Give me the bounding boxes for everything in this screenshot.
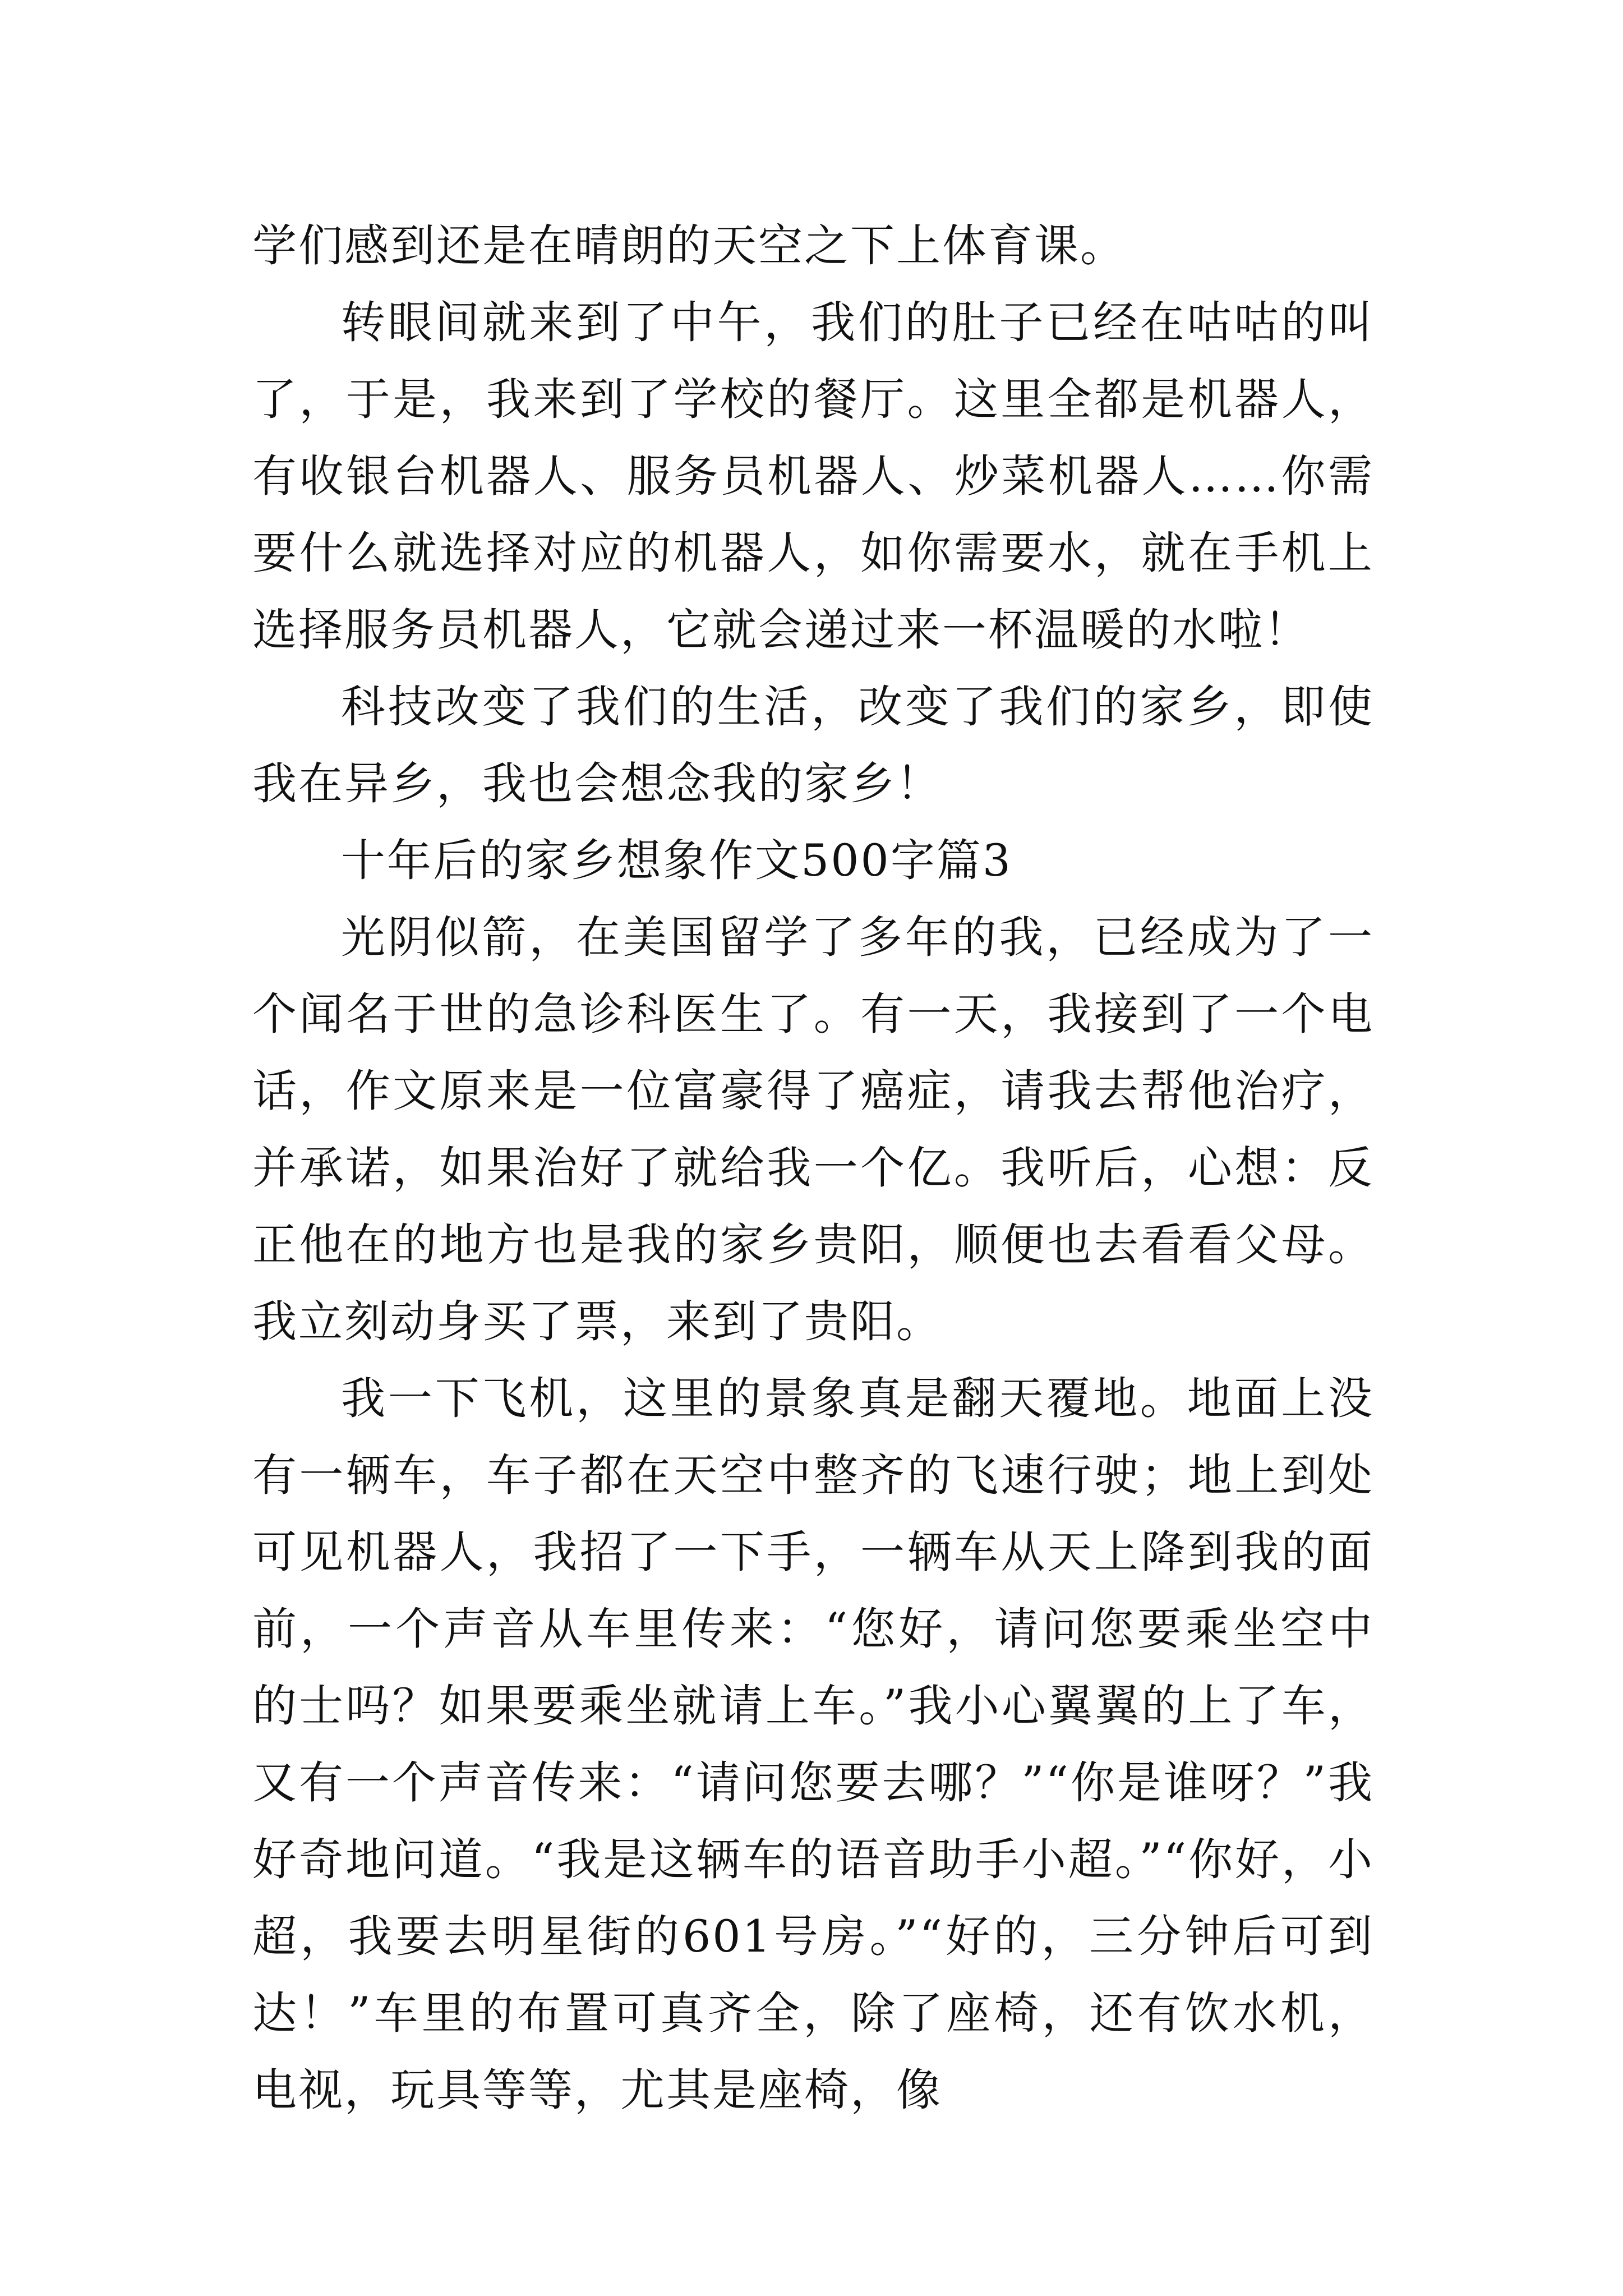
- paragraph-4: 光阴似箭，在美国留学了多年的我，已经成为了一个闻名于世的急诊科医生了。有一天，我接到了一个电话，作文原来是一位富豪得了癌症，请我去帮他治疗，并承诺，如果治好了就给我一个亿。我听后，心想：反正他在的地方也是我的家乡贵阳，顺便也去看看父母。我立刻动身买了票，来到了贵阳。: [252, 912, 1374, 1347]
- paragraph-3: 科技改变了我们的生活，改变了我们的家乡，即使我在异乡，我也会想念我的家乡！: [252, 681, 1374, 809]
- paragraph-1: 学们感到还是在晴朗的天空之下上体育课。: [252, 220, 1126, 272]
- paragraph-2: 转眼间就来到了中午，我们的肚子已经在咕咕的叫了，于是，我来到了学校的餐厅。这里全都是机器人，有收银台机器人、服务员机器人、炒菜机器人……你需要什么就选择对应的机器人，如你需要水，就在手机上选择服务员机器人，它就会递过来一杯温暖的水啦！: [252, 297, 1374, 656]
- paragraph-5: 我一下飞机，这里的景象真是翻天覆地。地面上没有一辆车，车子都在天空中整齐的飞速行驶；地上到处可见机器人，我招了一下手，一辆车从天上降到我的面前，一个声音从车里传来：“您好，请问您要乘坐空中的士吗？如果要乘坐就请上车。”我小心翼翼的上了车，又有一个声音传来：“请问您要去哪？”“你是谁呀？”我好奇地问道。“我是这辆车的语音助手小超。”“你好，小超，我要去明星街的601号房。”“好的，三分钟后可到达！”车里的布置可真齐全，除了座椅，还有饮水机，电视，玩具等等，尤其是座椅，像: [252, 1373, 1374, 2116]
- document-body: [252, 208, 1374, 2129]
- section-heading: 十年后的家乡想象作文500字篇3: [341, 835, 1013, 886]
